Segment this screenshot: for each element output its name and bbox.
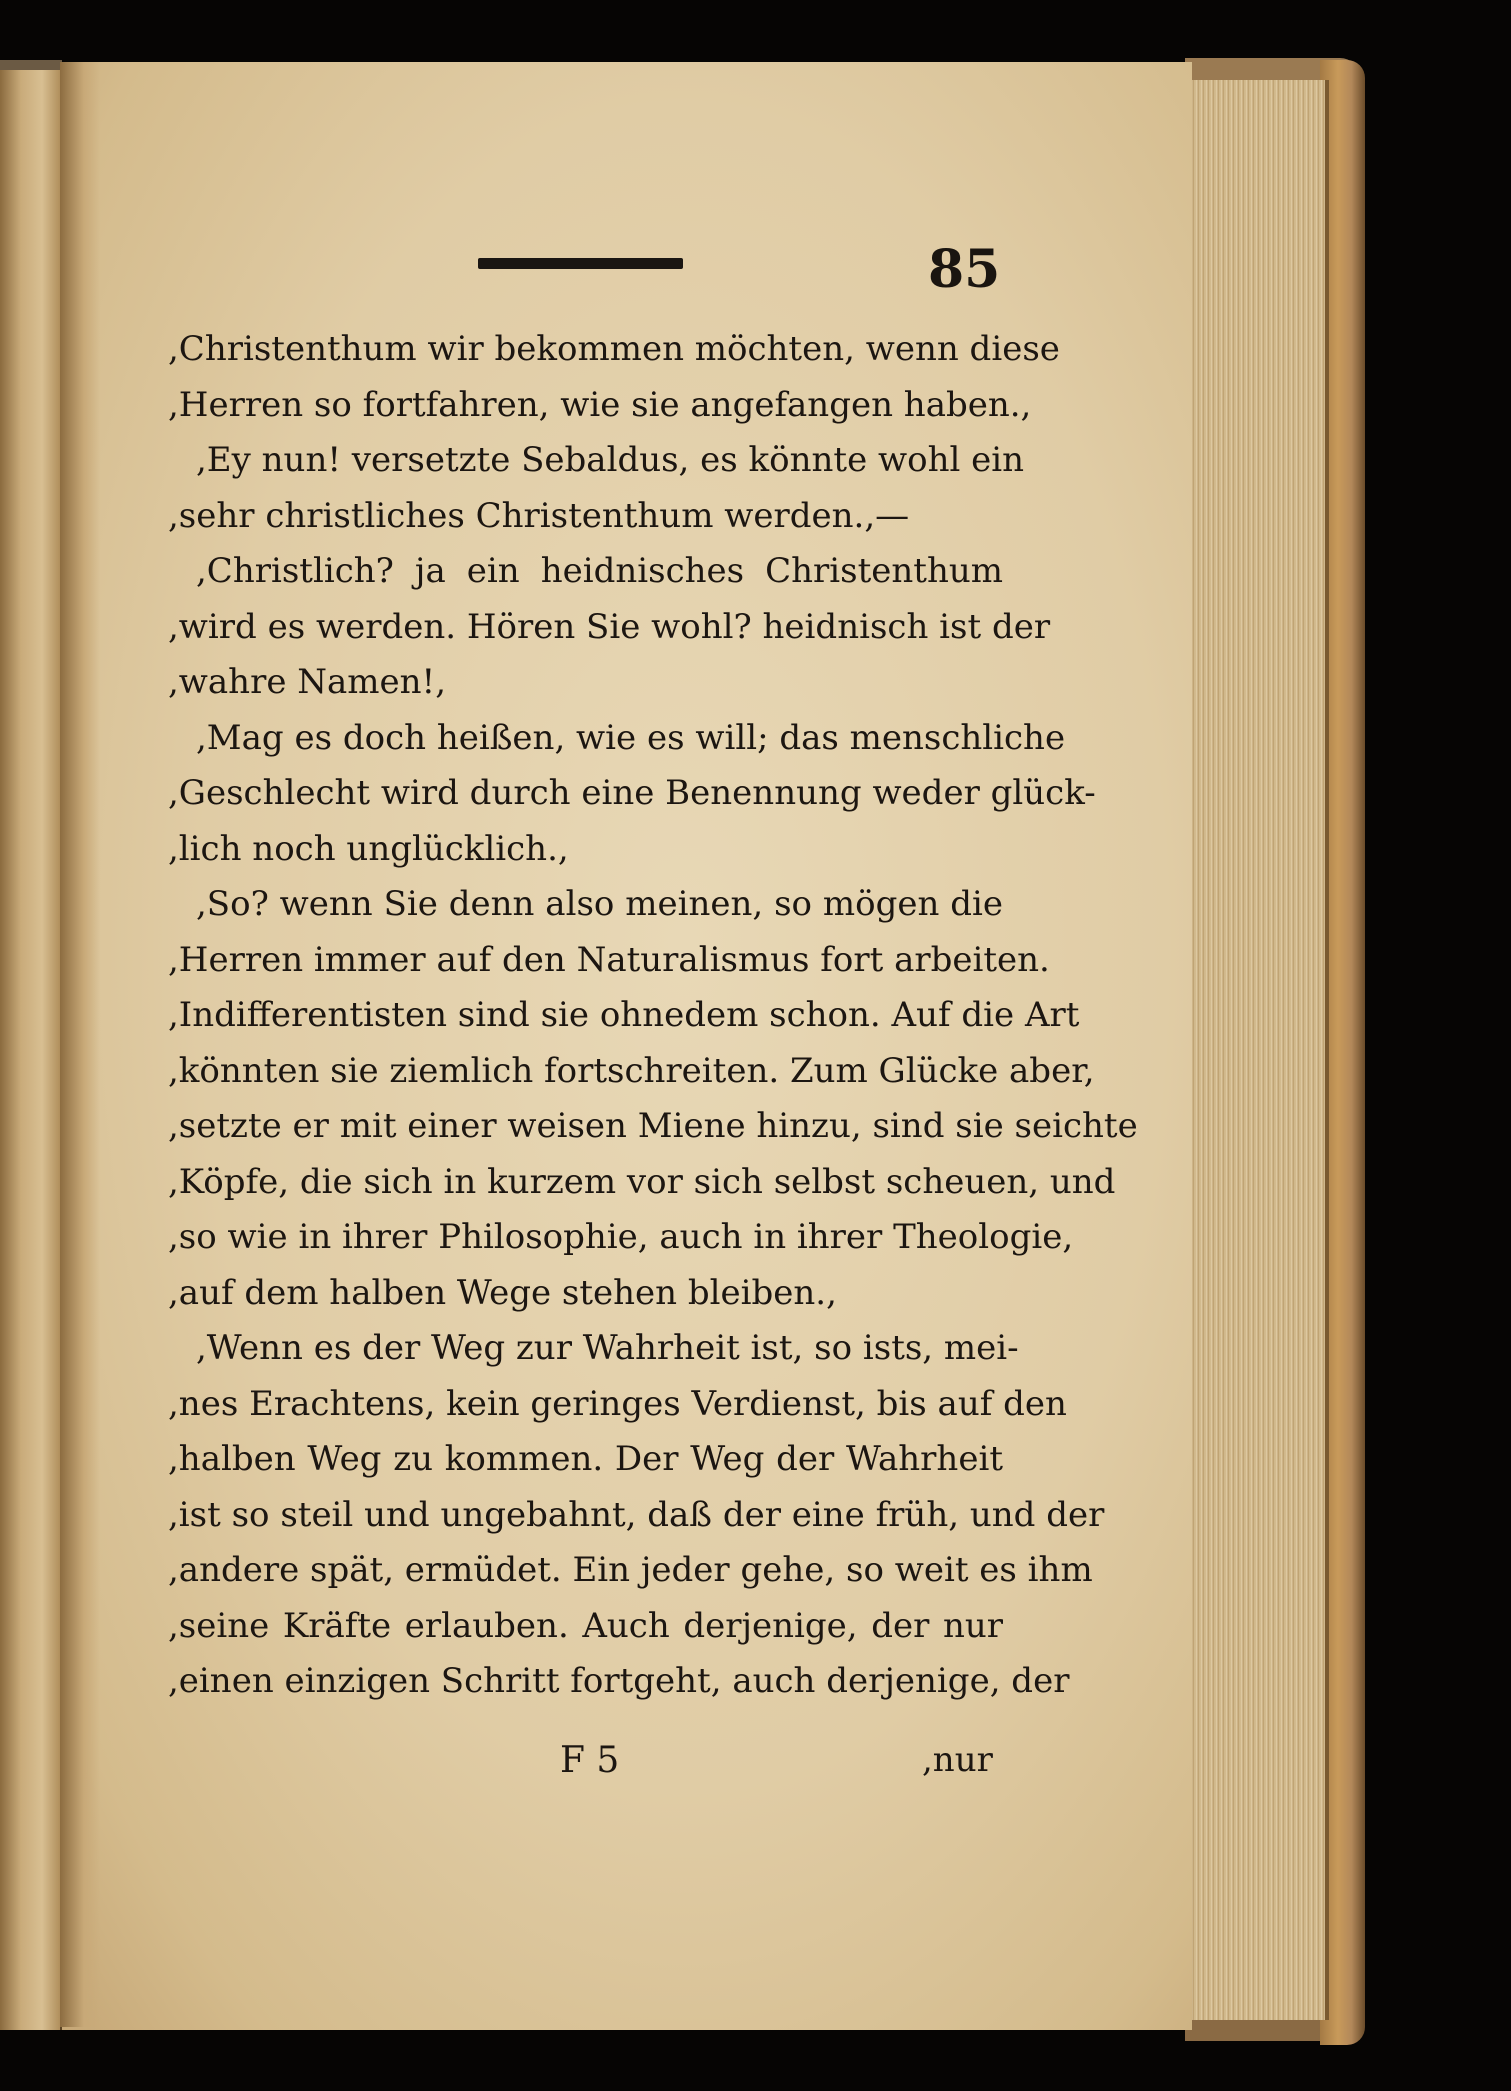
text-line: ,sehr christliches Christenthum werden.,— (168, 495, 910, 536)
text-line: ,So? wenn Sie denn also meinen, so mögen die (196, 884, 1003, 924)
page-number: 85 (928, 239, 1001, 300)
text-line: ,Mag es doch heißen, wie es will; das menschliche (196, 717, 1066, 758)
text-line: ,Indifferentisten sind sie ohnedem schon. Auf die Art (168, 995, 1080, 1035)
text-line: ,seine Kräfte erlauben. Auch derjenige, der nur (168, 1605, 1003, 1646)
previous-page-edge (0, 70, 63, 2030)
signature-mark: F 5 (560, 1740, 620, 1781)
text-line: ,Christenthum wir bekommen möchten, wenn diese (168, 329, 1060, 369)
text-line: ,Herren so fortfahren, wie sie angefangen haben., (168, 384, 1032, 425)
text-line: ,Ey nun! versetzte Sebaldus, es könnte wohl ein (196, 440, 1025, 480)
text-line: ,wahre Namen!, (168, 662, 447, 702)
text-line: ,auf dem halben Wege stehen bleiben., (168, 1272, 837, 1313)
text-line: ,einen einzigen Schritt fortgeht, auch derjenige, der (168, 1661, 1070, 1701)
header-rule (478, 258, 683, 269)
text-line: ,lich noch unglücklich., (168, 828, 569, 869)
text-line: ,halben Weg zu kommen. Der Weg der Wahrheit (168, 1439, 1003, 1479)
page-gutter (60, 62, 100, 2027)
text-line: ,wird es werden. Hören Sie wohl? heidnisch ist der (168, 606, 1051, 647)
text-line: ,Christlich? ja ein heidnisches Christenthum (196, 551, 1003, 591)
catchword: ,nur (922, 1740, 993, 1780)
text-line: ,setzte er mit einer weisen Miene hinzu, sind sie seichte (168, 1106, 1138, 1146)
text-line: ,ist so steil und ungebahnt, daß der eine früh, und der (168, 1494, 1105, 1535)
body-text (168, 322, 1138, 1710)
text-line: ,Wenn es der Weg zur Wahrheit ist, so ists, mei- (196, 1328, 1019, 1368)
text-line: ,könnten sie ziemlich fortschreiten. Zum Glücke aber, (168, 1050, 1095, 1091)
text-line: ,andere spät, ermüdet. Ein jeder gehe, so weit es ihm (168, 1550, 1093, 1590)
text-line: ,nes Erachtens, kein geringes Verdienst, bis auf den (168, 1383, 1067, 1424)
text-line: ,so wie in ihrer Philosophie, auch in ihrer Theologie, (168, 1217, 1074, 1257)
text-line: ,Geschlecht wird durch eine Benennung weder glück- (168, 773, 1096, 813)
page-stack-edge (1185, 80, 1329, 2020)
text-line: ,Herren immer auf den Naturalismus fort arbeiten. (168, 939, 1050, 980)
text-line: ,Köpfe, die sich in kurzem vor sich selbst scheuen, und (168, 1161, 1116, 1202)
